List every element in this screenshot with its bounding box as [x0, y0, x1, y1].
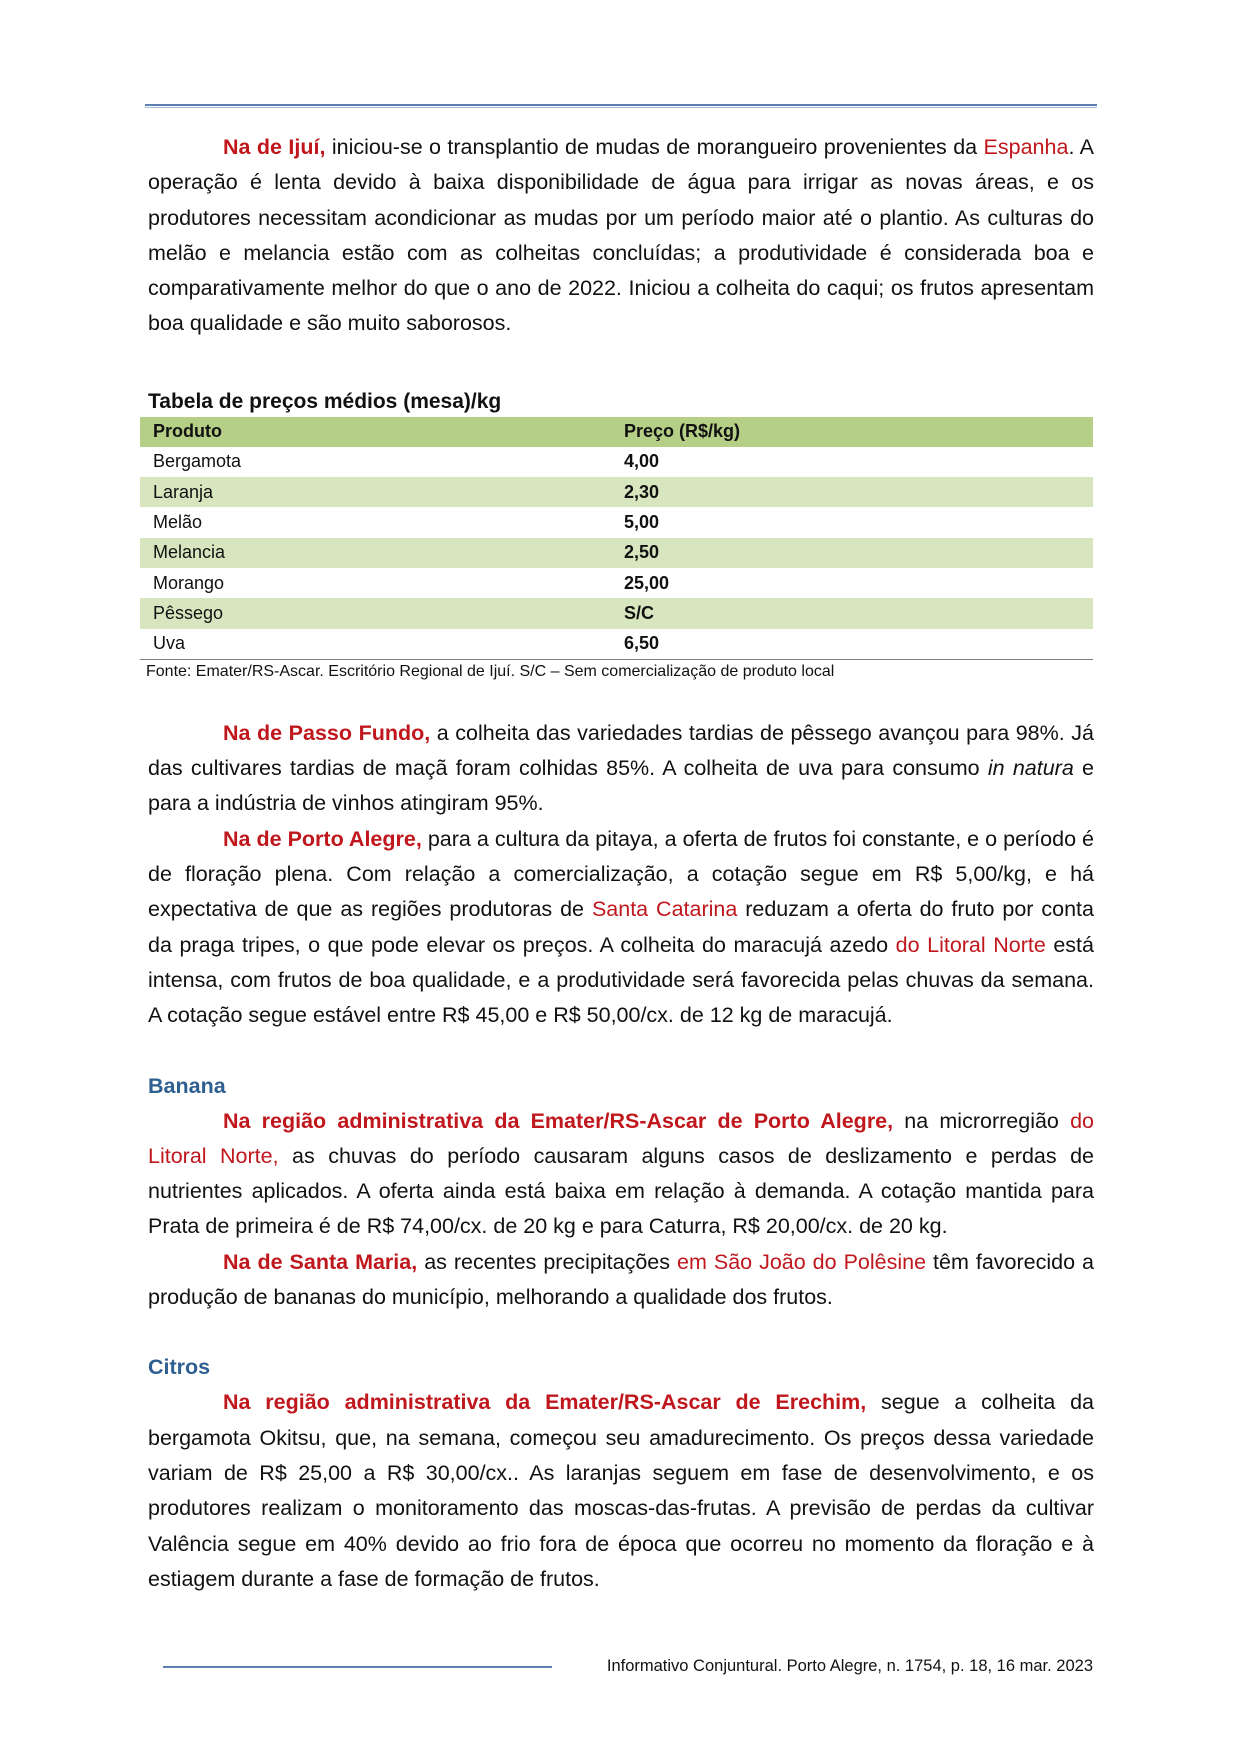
price-cell: 6,50: [611, 629, 1093, 660]
table-title: Tabela de preços médios (mesa)/kg: [148, 389, 502, 413]
paragraph-text: iniciou-se o transplantio de mudas de morangueiro provenientes da: [325, 135, 984, 159]
paragraph-text: têm favorecido a produção de bananas do município, melhorando a qualidade dos frutos.: [148, 1249, 1094, 1310]
product-cell: Laranja: [140, 477, 611, 507]
region-lead: Na de Passo Fundo,: [223, 720, 431, 745]
region-lead: Na de Porto Alegre,: [223, 826, 422, 851]
region-lead: Na de Santa Maria,: [223, 1249, 418, 1274]
italic-term: in natura: [987, 756, 1074, 781]
place-name: em São João do Polêsine: [677, 1249, 927, 1274]
paragraph-text: na microrregião: [893, 1108, 1071, 1133]
paragraph-text: está intensa, com frutos de boa qualidade, e a produtividade será favorecida pelas chuvas da semana. A cotação segue estável entre R$ 45,00 e R$ 50,00/cx. de 12 kg de maracujá.: [148, 932, 1094, 1028]
table-row: [140, 538, 1093, 568]
paragraph-text: para a cultura da pitaya, a oferta de frutos foi constante, e o período é de floração plena. Com relação a comercialização, a cotação segue em R$ 5,00/kg, e há expectativa de que as regiões produtoras de: [148, 826, 1094, 922]
paragraph-porto-alegre: [148, 822, 1094, 1034]
place-name: Espanha: [983, 135, 1069, 159]
column-header-product: Produto: [140, 417, 611, 447]
footer-citation: Informativo Conjuntural. Porto Alegre, n. 1754, p. 18, 16 mar. 2023: [606, 1657, 1093, 1675]
region-lead: Na região administrativa da Emater/RS-Ascar de Porto Alegre,: [223, 1108, 894, 1133]
product-cell: Bergamota: [153, 451, 242, 472]
table-row: [140, 568, 1093, 598]
product-cell: Morango: [153, 572, 225, 593]
region-lead: Na de Ijuí,: [223, 135, 326, 159]
price-cell: 25,00: [624, 572, 670, 593]
product-cell: Melão: [153, 512, 203, 533]
price-cell: 2,50: [611, 538, 1093, 568]
paragraph-text: e para a indústria de vinhos atingiram 95%.: [148, 756, 1094, 816]
paragraph-text: as recentes precipitações: [417, 1249, 677, 1274]
paragraph-citros-erechim: [148, 1385, 1094, 1597]
price-cell: 5,00: [624, 512, 660, 533]
paragraph-passo-fundo: [148, 716, 1094, 822]
paragraph-text: . A operação é lenta devido à baixa disponibilidade de água para irrigar as novas áreas, e os produtores necessitam acondicionar as mudas por um período maior até o plantio. As culturas do melão e melancia estão com as colheitas concluídas; a produtividade é considerada boa e comparativamente melhor do que o ano de 2022. Iniciou a colheita do caqui; os frutos apresentam boa qualidade e são muito saborosos.: [148, 135, 1094, 336]
header-rule: [145, 104, 1097, 108]
paragraph-ijui: [148, 130, 1094, 342]
paragraph-banana-porto-alegre: [148, 1104, 1094, 1245]
price-cell: 2,30: [611, 477, 1093, 507]
place-name: do Litoral Norte,: [148, 1108, 1094, 1168]
place-name: Santa Catarina: [591, 897, 738, 922]
price-cell: 4,00: [624, 451, 660, 472]
paragraph-text: reduzam a oferta do fruto por conta da praga tripes, o que pode elevar os preços. A colheita do maracujá azedo: [148, 897, 1094, 957]
paragraph-banana-santa-maria: [148, 1245, 1094, 1316]
section-title-banana: Banana: [148, 1073, 226, 1098]
table-row: [140, 447, 1093, 477]
table-source-note: Fonte: Emater/RS-Ascar. Escritório Regional de Ijuí. S/C – Sem comercialização de produto local: [146, 662, 835, 680]
table-row: [140, 598, 1093, 628]
product-cell: Pêssego: [140, 598, 611, 628]
product-cell: Melancia: [140, 538, 611, 568]
region-lead: Na região administrativa da Emater/RS-Ascar de Erechim,: [223, 1390, 867, 1415]
section-title-citros: Citros: [148, 1355, 211, 1380]
paragraph-text: segue a colheita da bergamota Okitsu, que, na semana, começou seu amadurecimento. Os preços dessa variedade variam de R$ 25,00 a R$ 30,00/cx.. As laranjas seguem em fase de desenvolvimento, e os produtores realizam o monitoramento das moscas-das-frutas. A previsão de perdas da cultivar Valência segue em 40% devido ao frio fora de época que ocorreu no momento da floração e à estiagem durante a fase de formação de frutos.: [148, 1390, 1094, 1591]
footer-rule: [163, 1666, 552, 1668]
page-content: [148, 130, 1094, 1597]
paragraph-text: a colheita das variedades tardias de pêssego avançou para 98%. Já das cultivares tardias de maçã foram colhidas 85%. A colheita de uva para consumo: [148, 720, 1094, 781]
table-row: [140, 507, 1093, 537]
table-row: [140, 629, 1093, 660]
price-table: [140, 417, 1093, 660]
column-header-price: Preço (R$/kg): [611, 417, 1093, 447]
table-header-row: [140, 417, 1093, 447]
price-cell: S/C: [611, 598, 1093, 628]
table-row: [140, 477, 1093, 507]
product-cell: Uva: [140, 629, 611, 660]
place-name: do Litoral Norte: [895, 932, 1046, 957]
paragraph-text: as chuvas do período causaram alguns casos de deslizamento e perdas de nutrientes aplicados. A oferta ainda está baixa em relação à demanda. A cotação mantida para Prata de primeira é de R$ 74,00/cx. de 20 kg e para Caturra, R$ 20,00/cx. de 20 kg.: [148, 1143, 1094, 1239]
